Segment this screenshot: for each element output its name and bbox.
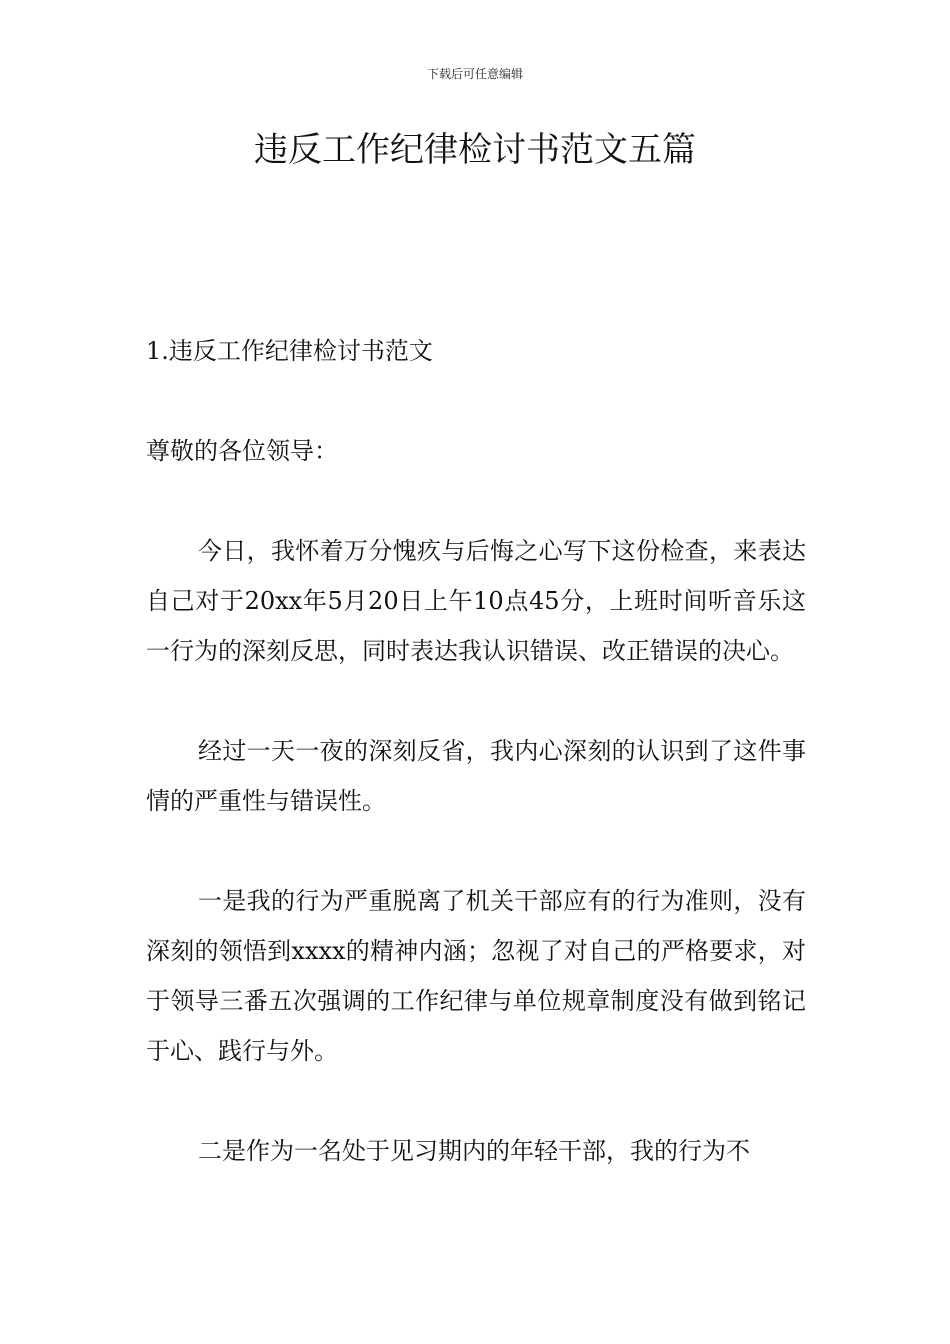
salutation: 尊敬的各位领导： [146,437,338,465]
header-note: 下载后可任意编辑 [426,67,523,81]
section-heading: 1.违反工作纪律检讨书范文 [146,337,433,365]
paragraph-1: 今日，我怀着万分愧疚与后悔之心写下这份检查，来表达自己对于20xx年5月20日上午10点45分，上班时间听音乐这一行为的深刻反思，同时表达我认识错误、改正错误的决心。 [146,537,806,665]
paragraph-3: 一是我的行为严重脱离了机关干部应有的行为准则，没有深刻的领悟到xxxx的精神内涵；忽视了对自己的严格要求，对于领导三番五次强调的工作纪律与单位规章制度没有做到铭记于心、践行与外。 [146,887,806,1065]
paragraph-2: 经过一天一夜的深刻反省，我内心深刻的认识到了这件事情的严重性与错误性。 [146,737,806,815]
document-body [146,326,806,1226]
paragraph-4: 二是作为一名处于见习期内的年轻干部，我的行为不 [198,1137,750,1165]
document-title: 违反工作纪律检讨书范文五篇 [254,130,696,170]
